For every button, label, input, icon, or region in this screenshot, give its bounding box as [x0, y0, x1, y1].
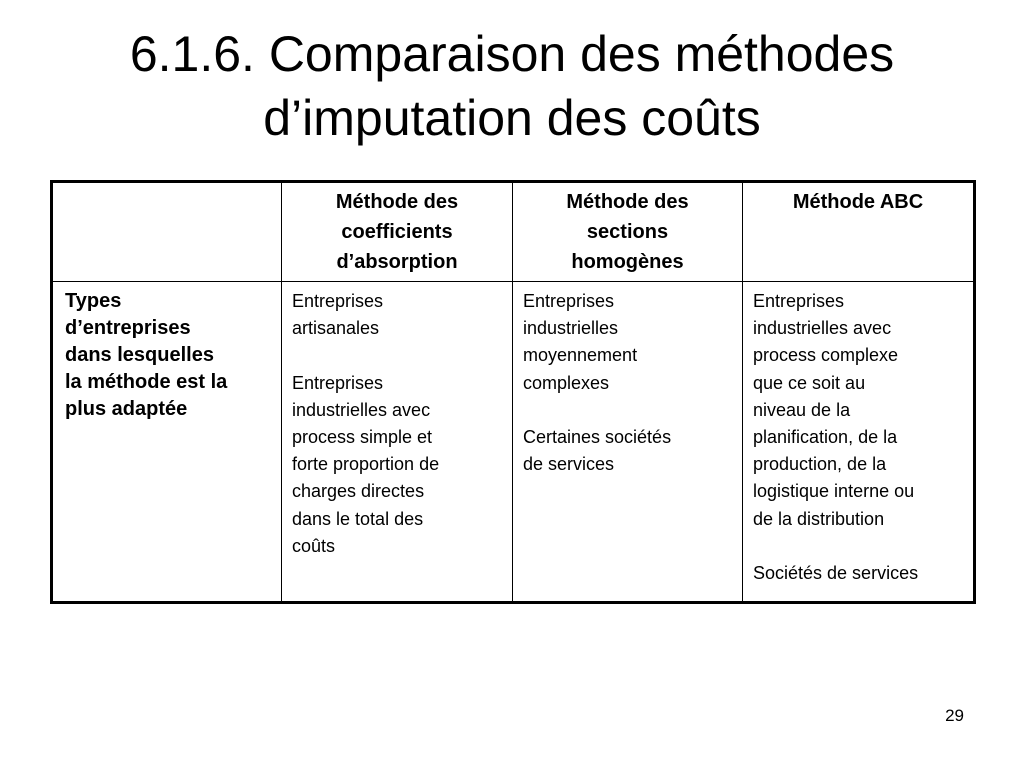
header-cell-coefficients-absorption [282, 182, 513, 282]
cell-line: process simple et [292, 427, 433, 447]
cell-line: niveau de la [753, 399, 851, 420]
row-header-line: Types [65, 290, 122, 312]
comparison-table [50, 180, 976, 604]
row-header-line: plus adaptée [65, 398, 188, 420]
cell-abc [743, 282, 975, 603]
cell-line: de services [523, 454, 615, 475]
cell-line: Sociétés de services [753, 563, 919, 584]
cell-sections-homogenes [513, 282, 743, 603]
cell-line: Entreprises [292, 291, 384, 311]
header-line: Méthode des [335, 191, 459, 213]
cell-line: production, de la [753, 454, 887, 475]
table-row [52, 282, 975, 603]
cell-line: Certaines sociétés [523, 427, 672, 447]
cell-line: coûts [292, 535, 336, 556]
cell-line: de la distribution [753, 508, 885, 529]
cell-line: industrielles avec [753, 318, 892, 339]
cell-line: complexes [523, 372, 610, 393]
cell-line: que ce soit au [753, 372, 866, 393]
slide-title [0, 22, 1024, 150]
header-line: sections [586, 221, 669, 243]
cell-line: dans le total des [292, 508, 424, 529]
header-line: Méthode des [566, 191, 689, 213]
cell-line: moyennement [523, 345, 638, 366]
row-header-line: d’entreprises [65, 317, 191, 339]
cell-paragraph [523, 288, 734, 397]
header-line: d’absorption [336, 251, 458, 273]
cell-paragraph [753, 560, 965, 587]
cell-line: Entreprises [753, 291, 845, 311]
cell-line: logistique interne ou [753, 481, 915, 502]
cell-line: planification, de la [753, 427, 898, 448]
page-number: 29 [945, 706, 964, 725]
cell-line: industrielles [523, 318, 619, 339]
row-header-line: la méthode est la [65, 371, 228, 393]
header-line: homogènes [571, 251, 684, 273]
slide-title-line-2: d’imputation des coûts [263, 90, 761, 146]
cell-line: industrielles avec [292, 399, 431, 420]
header-line: coefficients [341, 221, 453, 243]
cell-coefficients-absorption [282, 282, 513, 603]
header-cell-empty [52, 182, 282, 282]
slide-title-line-1: 6.1.6. Comparaison des méthodes [129, 26, 895, 82]
cell-line: forte proportion de [292, 454, 440, 475]
cell-paragraph [523, 424, 734, 478]
cell-paragraph [753, 288, 965, 533]
cell-line: Entreprises [523, 291, 615, 311]
cell-paragraph [292, 370, 504, 560]
row-header-line: dans lesquelles [65, 344, 214, 366]
table-header-row [52, 182, 975, 282]
cell-paragraph [292, 288, 504, 342]
cell-line: Entreprises [292, 372, 384, 393]
header-line: Méthode ABC [792, 191, 924, 213]
cell-line: charges directes [292, 481, 425, 502]
cell-line: process complexe [753, 345, 899, 366]
header-cell-abc [743, 182, 975, 282]
header-cell-sections-homogenes [513, 182, 743, 282]
row-header-types-entreprises [52, 282, 282, 603]
cell-line: artisanales [292, 318, 380, 339]
